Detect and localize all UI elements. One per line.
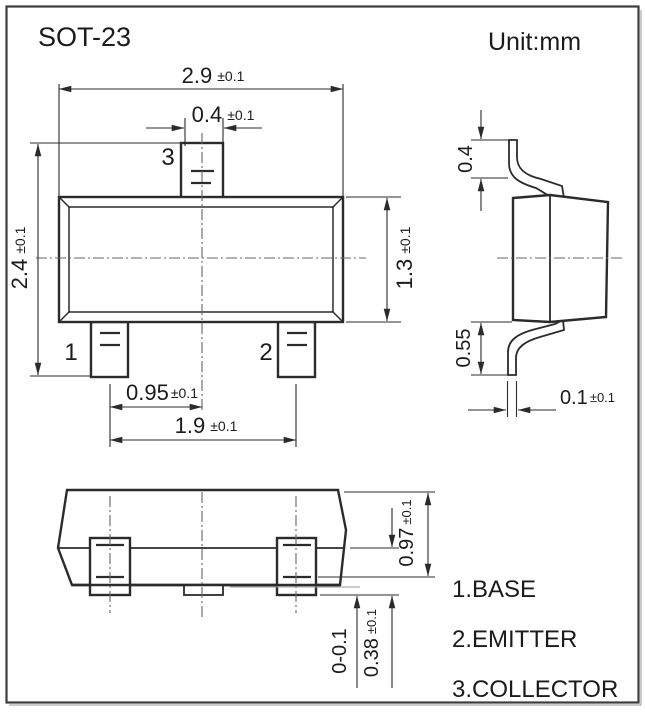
side-view — [497, 140, 624, 375]
dim-lead-top-length — [455, 110, 509, 211]
dimension-text: 1.3±0.1 — [392, 226, 417, 290]
body-outline — [59, 197, 343, 322]
pin-legend — [452, 576, 618, 703]
bottom-lead-profile — [508, 320, 564, 375]
pin3-foot — [184, 585, 223, 595]
unit-label: Unit:mm — [488, 28, 582, 56]
dimension-text: 0.95 ±0.1 — [126, 380, 198, 405]
pin3-label: 3 — [161, 144, 175, 171]
pin1-lead — [91, 322, 128, 377]
legend-collector: 3.COLLECTOR — [452, 676, 619, 703]
dimension-text: 1.9 ±0.1 — [174, 413, 238, 438]
pin1-label: 1 — [64, 339, 78, 366]
dimension-text: 0.1 ±0.1 — [560, 387, 616, 409]
top-lead-profile — [509, 140, 564, 198]
dim-lead-bottom-length — [453, 322, 512, 375]
dimension-text: 0-0.1 — [329, 628, 351, 674]
dim-package-height — [318, 492, 435, 577]
dim-lead-thickness — [468, 381, 615, 417]
dim-body-height — [346, 197, 417, 322]
pin2-lead — [278, 322, 315, 377]
dimension-text: 2.9 ±0.1 — [181, 63, 245, 88]
dimension-text: 0.4 ±0.1 — [191, 102, 255, 127]
dimension-text: 0.4 — [455, 145, 477, 173]
pin2-label: 2 — [259, 339, 273, 366]
dimension-text: 2.4±0.1 — [7, 226, 32, 290]
dimension-text: 0.38±0.1 — [361, 608, 383, 678]
legend-base: 1.BASE — [452, 576, 537, 603]
dimension-text: 0.97±0.1 — [396, 499, 418, 567]
dim-lead-width — [146, 102, 262, 146]
page-title: SOT-23 — [38, 22, 132, 52]
dim-standoff — [230, 587, 360, 688]
dimension-text: 0.55 — [453, 328, 475, 368]
front-view — [36, 133, 366, 410]
legend-emitter: 2.EMITTER — [452, 626, 578, 653]
bottom-view — [58, 490, 346, 620]
